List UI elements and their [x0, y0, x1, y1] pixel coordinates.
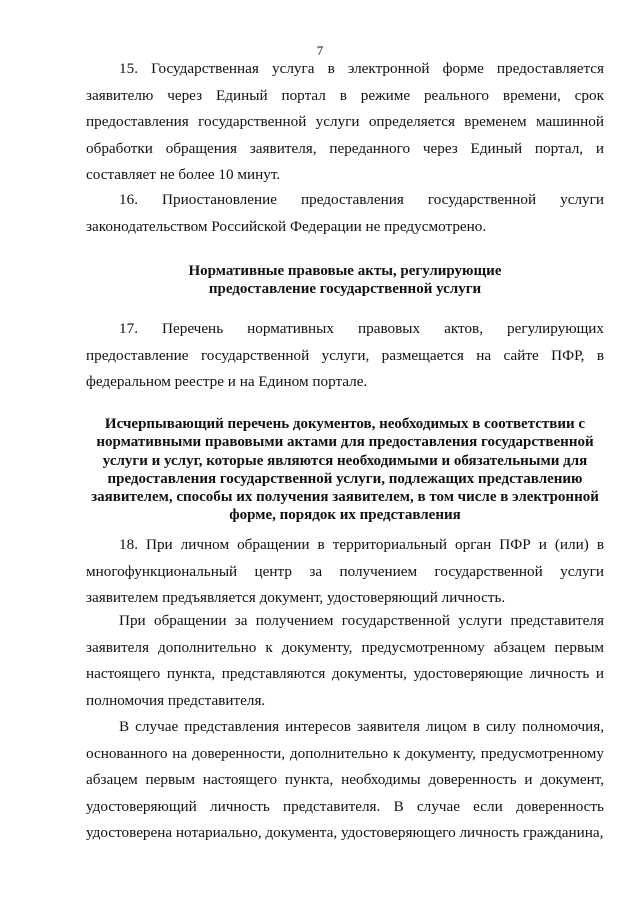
paragraph-16-text: 16. Приостановление предоставления государственной услуги законодательством Российской Федерации не предусмотрено. [86, 191, 604, 235]
paragraph-18 [86, 532, 604, 612]
page-number: 7 [316, 43, 324, 58]
heading-documents-list: Исчерпывающий перечень документов, необходимых в соответствии с нормативными правовыми актами для предоставления государственной услуги и услуг, которые являются необходимыми и обязательными для предоставления государственной услуги, подлежащих представлению заявителем, способы их получения заявителем, в том числе в электронной форме, порядок их представления [91, 416, 599, 524]
paragraph-15-text: 15. Государственная услуга в электронной форме предоставляется заявителю через Единый портал в режиме реального времени, срок предоставления государственной услуги определяется временем машинной обработки обращения заявителя, переданного через Единый портал, и составляет не более 10 минут. [86, 60, 604, 183]
paragraph-18-second-text: При обращении за получением государственной услуги представителя заявителя дополнительно к документу, предусмотренному абзацем первым настоящего пункта, представляются документы, удостоверяющие личность и полномочия представителя. [86, 612, 604, 709]
paragraph-17 [86, 316, 604, 396]
paragraph-16 [86, 187, 604, 240]
paragraph-17-text: 17. Перечень нормативных правовых актов, регулирующих предоставление государственной услуги, размещается на сайте ПФР, в федеральном реестре и на Едином портале. [86, 320, 604, 390]
paragraph-15 [86, 56, 604, 189]
section-heading-documents [86, 415, 604, 525]
paragraph-18-text: 18. При личном обращении в территориальный орган ПФР и (или) в многофункциональный центр за получением государственной услуги заявителем предъявляется документ, удостоверяющий личность. [86, 536, 604, 606]
paragraph-18-third [86, 714, 604, 847]
paragraph-18-second [86, 608, 604, 714]
section-heading-normative-acts [86, 262, 604, 299]
paragraph-18-third-text: В случае представления интересов заявителя лицом в силу полномочия, основанного на доверенности, дополнительно к документу, предусмотренному абзацем первым настоящего пункта, необходимы доверенность и документ, удостоверяющий личность представителя. В случае если доверенность удостоверена нотариально, документа, удостоверяющего личность гражданина, [86, 718, 604, 841]
heading-normative-acts: Нормативные правовые акты, регулирующие предоставление государственной услуги [188, 263, 502, 298]
